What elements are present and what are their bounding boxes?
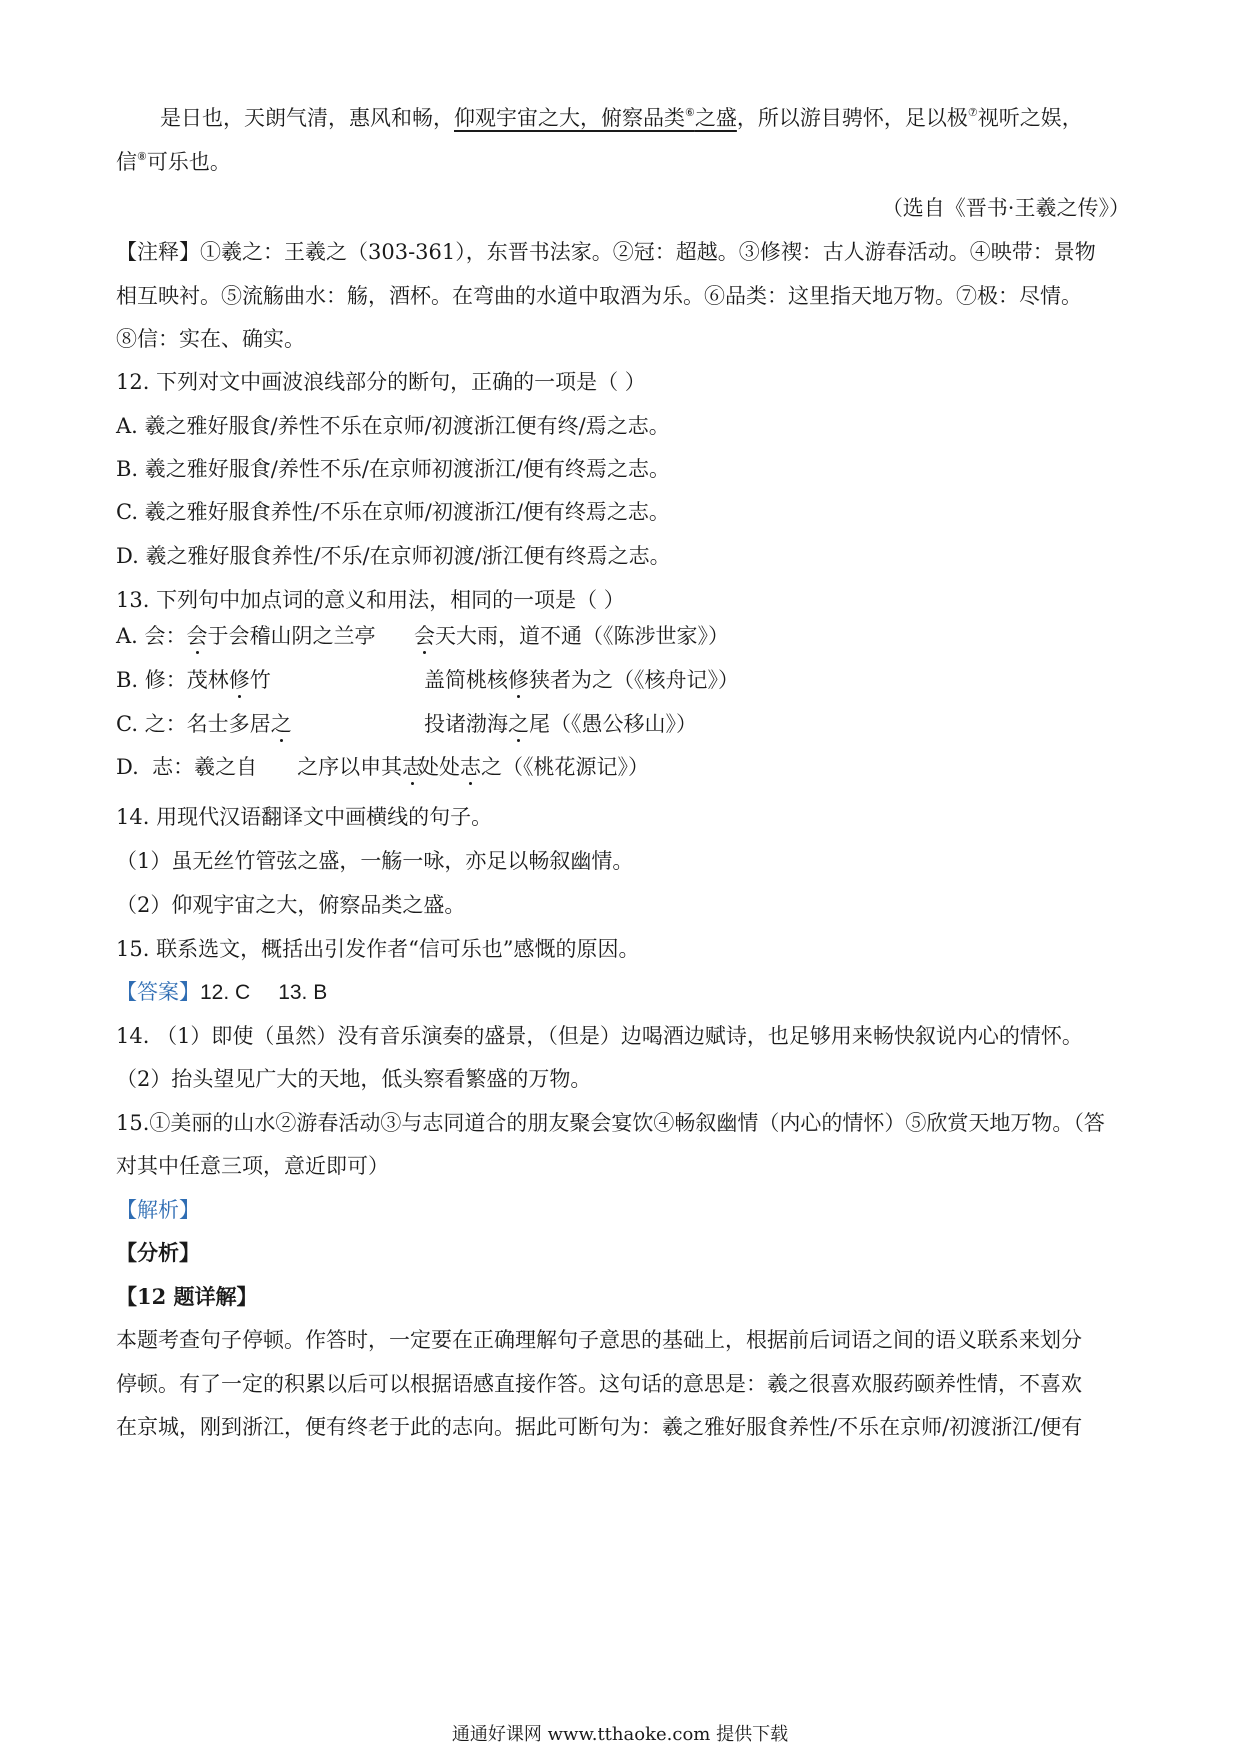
answer-14-line-1: 14. （1）即使（虽然）没有音乐演奏的盛景，（但是）边喝酒边赋诗，也足够用来畅快叙说内心的情怀。	[116, 1024, 1083, 1048]
notes-line-1: 【注释】①羲之：王羲之（303-361），东晋书法家。②冠：超越。③修禊：古人游春活动。④映带：景物	[116, 240, 1096, 264]
passage-source: （选自《晋书·王羲之传》）	[881, 196, 1130, 220]
question-12-stem: 12. 下列对文中画波浪线部分的断句，正确的一项是（ ）	[116, 370, 646, 394]
answer-15-line-2: 对其中任意三项，意近即可）	[116, 1154, 389, 1178]
question-13-option-b-compare: 盖简桃核修狭者为之（《核舟记》）	[424, 668, 739, 692]
dotted-word: 修	[508, 668, 529, 692]
notes-line-3: ⑧信：实在、确实。	[116, 327, 305, 351]
question-15-stem: 15. 联系选文，概括出引发作者“信可乐也”感慨的原因。	[116, 937, 640, 961]
question-12-option-a: A. 羲之雅好服食/养性不乐在京师/初渡浙江便有终/焉之志。	[116, 414, 670, 438]
passage-line-2: 信⑧可乐也。	[116, 150, 231, 174]
question-13-option-d-compare: 处处志之（《桃花源记》）	[418, 755, 649, 779]
analysis-paragraph-line-2: 停顿。有了一定的积累以后可以根据语感直接作答。这句话的意思是：羲之很喜欢服药颐养性情，不喜欢	[116, 1372, 1082, 1396]
question-13-stem: 13. 下列句中加点词的意义和用法，相同的一项是（ ）	[116, 588, 625, 612]
dotted-word: 之	[508, 712, 529, 736]
underlined-sentence: 仰观宇宙之大，俯察品类⑥之盛	[454, 106, 737, 130]
passage-text: 是日也，天朗气清，惠风和畅，	[160, 106, 454, 130]
note-marker: ⑥	[685, 106, 695, 119]
answer-12: 12. C	[200, 981, 251, 1004]
analysis-paragraph-line-1: 本题考查句子停顿。作答时，一定要在正确理解句子意思的基础上，根据前后词语之间的语义联系来划分	[116, 1328, 1082, 1352]
note-marker: ⑦	[967, 106, 978, 119]
notes-line-2: 相互映衬。⑤流觞曲水：觞，酒杯。在弯曲的水道中取酒为乐。⑥品类：这里指天地万物。⑦极：尽情。	[116, 284, 1082, 308]
question-13-option-d: D. 志：羲之自 之序以申其志 处处志之（《桃花源记》）	[116, 752, 1136, 782]
question-14-stem: 14. 用现代汉语翻译文中画横线的句子。	[116, 805, 493, 829]
question-13-option-c-compare: 投诸渤海之尾（《愚公移山》）	[424, 712, 697, 736]
passage-line-1: 是日也，天朗气清，惠风和畅，仰观宇宙之大，俯察品类⑥之盛，所以游目骋怀，足以极⑦视听之娱，	[160, 106, 1083, 130]
question-13-option-a-compare: 会天大雨，道不通（《陈涉世家》）	[414, 624, 729, 648]
dotted-word: 志	[460, 755, 481, 779]
analysis-detail-12: 【12 题详解】	[116, 1284, 258, 1309]
answer-15-line-1: 15.①美丽的山水②游春活动③与志同道合的朋友聚会宴饮④畅叙幽情（内心的情怀）⑤欣赏天地万物。（答	[116, 1111, 1105, 1135]
question-12-option-c: C. 羲之雅好服食养性/不乐在京师/初渡浙江/便有终焉之志。	[116, 500, 670, 524]
note-marker: ⑧	[137, 150, 147, 163]
dotted-word: 会	[414, 624, 435, 648]
answer-14-line-2: （2）抬头望见广大的天地，低头察看繁盛的万物。	[116, 1067, 592, 1091]
dotted-word: 修	[228, 668, 250, 692]
page-footer: 通通好课网 www.tthaoke.com 提供下载	[451, 1724, 789, 1745]
answer-tag: 【答案】	[116, 980, 200, 1004]
question-13-option-a: A. 会：会于会稽山阴之兰亭 会天大雨，道不通（《陈涉世家》）	[116, 621, 1136, 651]
question-12-option-d: D. 羲之雅好服食养性/不乐/在京师初渡/浙江便有终焉之志。	[116, 544, 671, 568]
dotted-word: 之	[270, 712, 292, 736]
question-13-option-b: B. 修：茂林修竹 盖简桃核修狭者为之（《核舟记》）	[116, 665, 1136, 695]
analysis-paragraph-line-3: 在京城，刚到浙江，便有终老于此的志向。据此可断句为：羲之雅好服食养性/不乐在京师/初渡浙江/便有	[116, 1415, 1083, 1439]
analysis-tag: 【解析】	[116, 1198, 200, 1222]
dotted-word: 志	[402, 755, 424, 779]
question-13-option-c: C. 之：名士多居之 投诸渤海之尾（《愚公移山》）	[116, 709, 1136, 739]
question-14-sentence-2: （2）仰观宇宙之大，俯察品类之盛。	[116, 893, 466, 917]
dotted-word: 会	[186, 624, 208, 648]
analysis-fenxi: 【分析】	[116, 1240, 200, 1265]
question-14-sentence-1: （1）虽无丝竹管弦之盛，一觞一咏，亦足以畅叙幽情。	[116, 849, 634, 873]
answer-13: 13. B	[278, 981, 328, 1004]
answer-line	[116, 977, 1136, 1008]
question-12-option-b: B. 羲之雅好服食/养性不乐/在京师初渡浙江/便有终焉之志。	[116, 457, 671, 481]
